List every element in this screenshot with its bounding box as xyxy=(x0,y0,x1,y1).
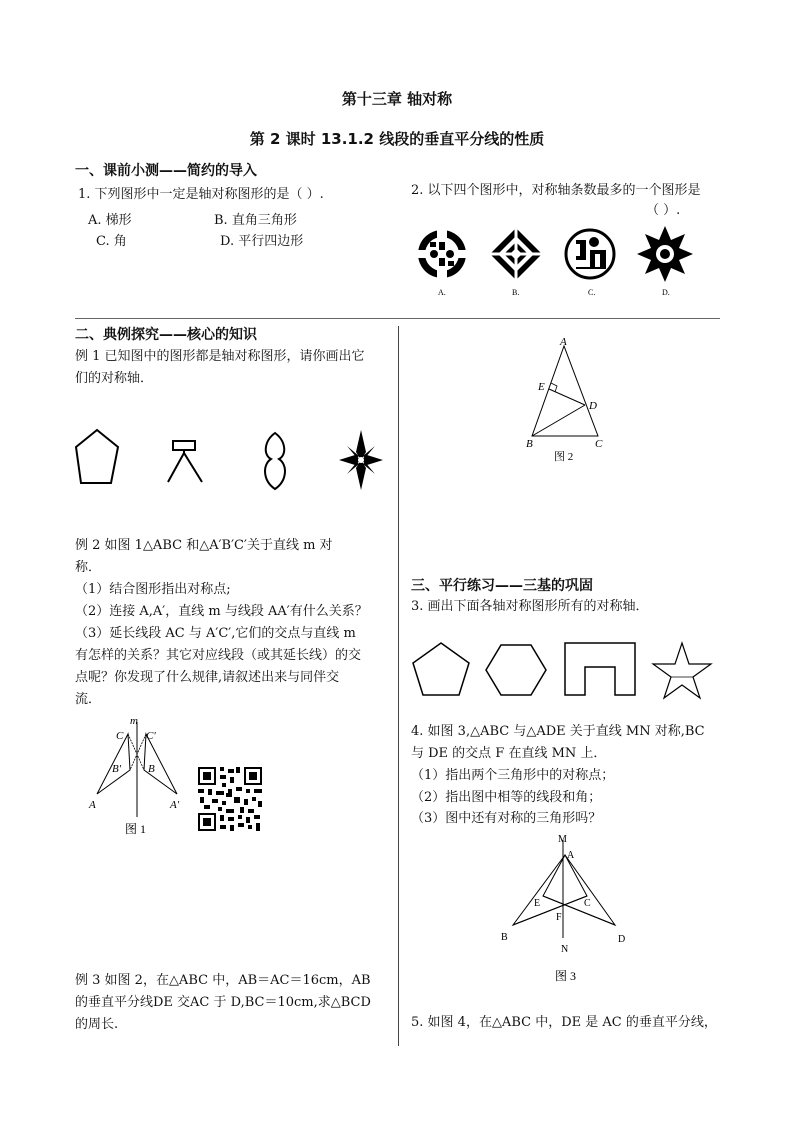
fig3-label-n: N xyxy=(561,944,569,955)
example2-part3-c: 点呢？你发现了什么规律,请叙述出来与同伴交 xyxy=(75,670,340,685)
fig1-label-a: A xyxy=(89,799,96,811)
fig3-label-c: C xyxy=(584,898,591,909)
q2-figures xyxy=(405,222,705,302)
fig2-label-c: C xyxy=(595,438,603,450)
section3-title: 三、平行练习——三基的巩固 xyxy=(411,578,593,594)
q1-option-a: A. 梯形 xyxy=(88,213,132,228)
example1-star-shape xyxy=(339,430,383,490)
q2-label-c: C. xyxy=(588,288,596,297)
q1-stem: 1. 下列图形中一定是轴对称图形的是（ ）. xyxy=(78,187,324,202)
fig1-label-a-prime: A′ xyxy=(170,799,180,811)
section-divider xyxy=(75,318,720,319)
section2-title: 二、典例探究——核心的知识 xyxy=(75,327,257,343)
example1-arrow-shape xyxy=(168,441,202,482)
q4-part1: （1）指出两个三角形中的对称点； xyxy=(411,768,615,783)
q1-option-b: B. 直角三角形 xyxy=(214,213,297,228)
q2-figure-b xyxy=(490,228,542,280)
q5-stem: 5. 如图 4，在△ABC 中，DE 是 AC 的垂直平分线， xyxy=(411,1015,717,1030)
section1-title: 一、课前小测——简约的导入 xyxy=(75,163,257,179)
example1-line2: 们的对称轴． xyxy=(75,371,154,386)
example3-line3: 的周长. xyxy=(75,1017,119,1032)
fig2-label-d: D xyxy=(589,400,597,412)
q1-option-d: D. 平行四边形 xyxy=(220,234,304,249)
example2-part3-b: 有怎样的关系？其它对应线段（或其延长线）的交 xyxy=(75,648,362,663)
fig1-label-b-prime: B′ xyxy=(112,763,122,775)
example2-part3-a: （3）延长线段 AC 与 A′C′,它们的交点与直线 m xyxy=(75,626,356,641)
figure2 xyxy=(520,332,620,464)
q2-label-a: A. xyxy=(438,288,446,297)
example2-part1: （1）结合图形指出对称点; xyxy=(75,582,231,597)
q1-option-c: C. 角 xyxy=(96,234,127,249)
example2-line1: 例 2 如图 1△ABC 和△A′B′C′关于直线 m 对 xyxy=(75,538,333,553)
figure3 xyxy=(495,830,635,990)
example3-line2: 的垂直平分线DE 交AC 于 D,BC＝10cm,求△BCD xyxy=(75,995,371,1010)
fig1-caption: 图 1 xyxy=(125,822,147,836)
q2-blank: （ ）. xyxy=(646,203,681,218)
q3-stem: 3. 画出下面各轴对称图形所有的对称轴． xyxy=(411,599,649,614)
fig3-caption: 图 3 xyxy=(555,969,577,983)
q2-figure-d xyxy=(637,226,693,282)
fig2-label-b: B xyxy=(526,438,533,450)
fig1-label-m: m xyxy=(130,715,138,727)
fig3-label-e: E xyxy=(534,898,541,909)
fig3-label-d: D xyxy=(618,934,626,945)
fig3-label-m: M xyxy=(558,834,567,845)
example3-line1: 例 3 如图 2，在△ABC 中，AB＝AC＝16cm，AB xyxy=(75,973,371,988)
q2-label-b: B. xyxy=(512,288,520,297)
fig2-label-e: E xyxy=(538,381,545,393)
q4-line1: 4. 如图 3,△ABC 与△ADE 关于直线 MN 对称,BC xyxy=(411,724,705,739)
example2-part3-d: 流． xyxy=(75,692,102,707)
fig3-label-b: B xyxy=(501,932,508,943)
fig3-label-f: F xyxy=(556,912,562,923)
fig3-label-a: A xyxy=(567,850,575,861)
example1-line1: 例 1 已知图中的图形都是轴对称图形，请你画出它 xyxy=(75,349,365,364)
q4-part3: （3）图中还有对称的三角形吗？ xyxy=(411,811,602,826)
q3-pentagon xyxy=(413,643,469,695)
fig1-label-b: B xyxy=(148,763,155,775)
q3-hexagon xyxy=(486,645,546,695)
q3-shapes xyxy=(405,635,715,705)
q4-part2: （2）指出图中相等的线段和角； xyxy=(411,790,602,805)
example1-pentagon xyxy=(76,430,118,483)
example2-line2: 称． xyxy=(75,560,102,575)
fig1-label-c: C xyxy=(116,730,124,742)
q3-notched-shape xyxy=(565,643,635,695)
fig1-label-c-prime: C′ xyxy=(146,730,156,742)
q2-figure-c xyxy=(566,230,614,278)
qr-code[interactable] xyxy=(196,765,264,833)
column-divider xyxy=(398,326,399,1046)
chapter-title: 第十三章 轴对称 xyxy=(341,90,453,108)
lesson-title: 第 2 课时 13.1.2 线段的垂直平分线的性质 xyxy=(249,130,545,148)
q3-star xyxy=(653,643,711,698)
example2-part2: （2）连接 A,A′，直线 m 与线段 AA′有什么关系？ xyxy=(75,604,368,619)
q2-figure-a xyxy=(418,230,466,278)
fig2-label-a: A xyxy=(560,336,567,348)
fig2-caption: 图 2 xyxy=(554,451,574,463)
figure1 xyxy=(82,712,192,840)
q4-line2: 与 DE 的交点 F 在直线 MN 上． xyxy=(411,746,607,761)
example1-shapes xyxy=(70,425,390,495)
q2-stem: 2. 以下四个图形中，对称轴条数最多的一个图形是 xyxy=(411,183,701,198)
q2-label-d: D. xyxy=(662,288,670,297)
example1-vase-shape xyxy=(265,433,285,489)
